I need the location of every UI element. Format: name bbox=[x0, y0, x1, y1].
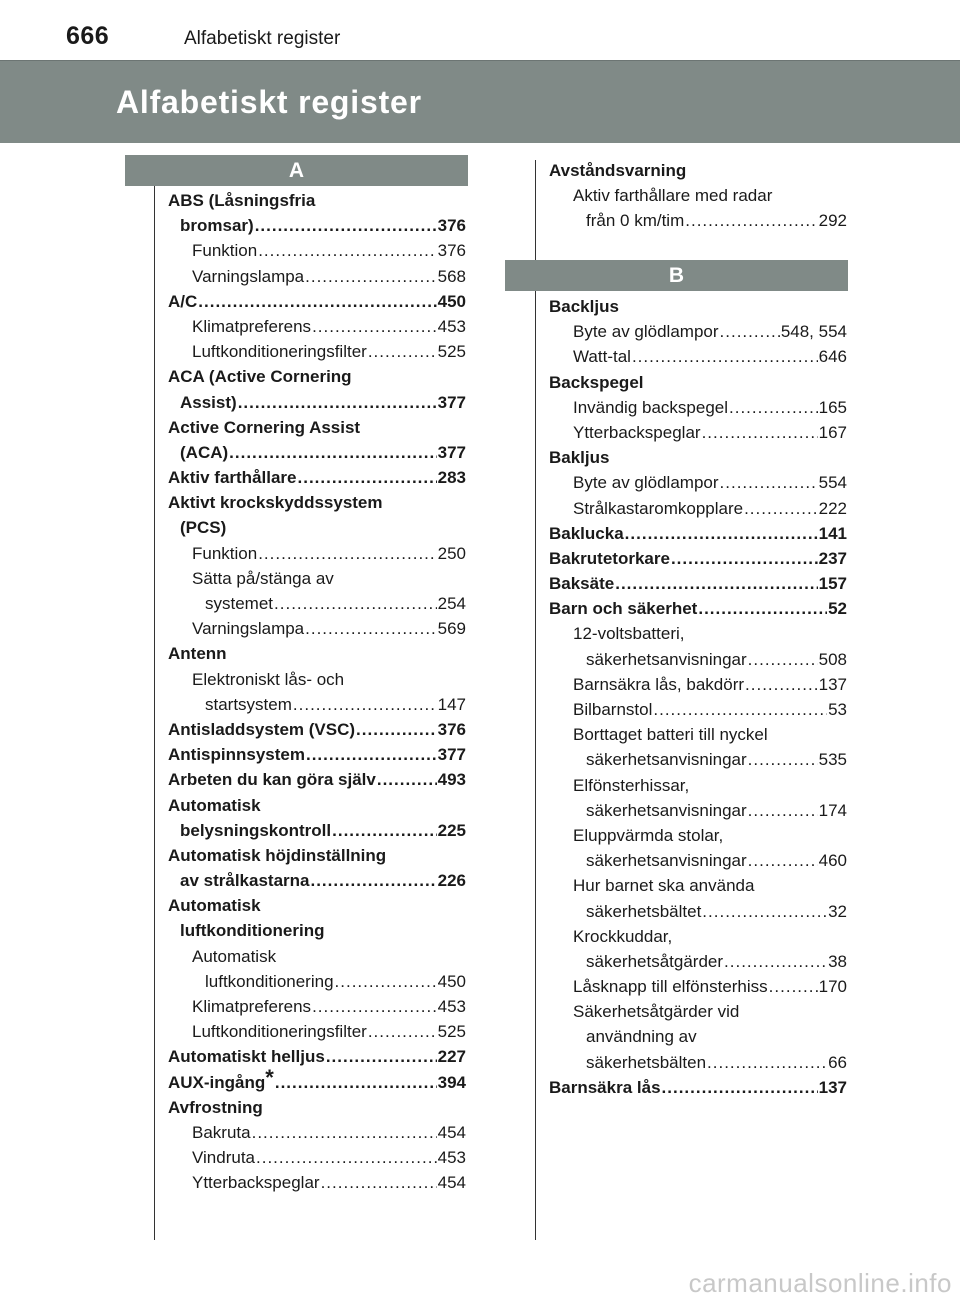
page-reference: 377 bbox=[437, 392, 466, 412]
leader-dots bbox=[720, 470, 818, 495]
page-reference: 222 bbox=[818, 498, 847, 518]
leader-dots bbox=[702, 899, 827, 924]
entry-term: Krockkuddar, bbox=[573, 926, 673, 946]
page-header bbox=[0, 0, 960, 60]
page-title: Alfabetiskt register bbox=[116, 84, 422, 120]
page-reference: 147 bbox=[437, 694, 466, 714]
leader-dots bbox=[312, 994, 437, 1019]
entry-term: Antisladdsystem (VSC) bbox=[168, 719, 356, 739]
entry-term: Strålkastaromkopplare bbox=[573, 498, 744, 518]
entry-term: Elektroniskt lås- och bbox=[192, 669, 345, 689]
page-reference: 376 bbox=[437, 216, 466, 236]
index-entry bbox=[168, 515, 466, 540]
leader-dots bbox=[258, 541, 436, 566]
title-band bbox=[0, 60, 960, 143]
page-number: 666 bbox=[66, 22, 110, 50]
entry-term: systemet bbox=[205, 594, 274, 613]
page-reference: 237 bbox=[818, 548, 847, 568]
page-reference: 174 bbox=[818, 800, 847, 820]
leader-dots bbox=[707, 1050, 827, 1075]
index-column-right-top bbox=[549, 158, 847, 234]
index-entry bbox=[549, 546, 847, 571]
leader-dots bbox=[377, 767, 437, 792]
index-entry bbox=[549, 1075, 847, 1100]
index-entry bbox=[168, 793, 466, 818]
entry-term: AUX-ingång bbox=[168, 1072, 266, 1092]
entry-term: Barn och säkerhet bbox=[549, 599, 698, 619]
entry-term: Luftkonditioneringsfilter bbox=[192, 1022, 367, 1042]
index-entry bbox=[168, 591, 466, 616]
leader-dots bbox=[698, 596, 827, 621]
entry-term: Automatisk bbox=[192, 946, 277, 966]
index-entry bbox=[549, 571, 847, 596]
leader-dots bbox=[252, 1120, 437, 1145]
watermark: carmanualsonline.info bbox=[688, 1268, 952, 1298]
page-reference: 454 bbox=[437, 1122, 466, 1142]
page-reference: 254 bbox=[437, 594, 466, 613]
section-header-b: B bbox=[505, 260, 848, 291]
leader-dots bbox=[229, 440, 436, 465]
leader-dots bbox=[306, 742, 437, 767]
entry-term: Barnsäkra lås bbox=[549, 1077, 661, 1097]
entry-term: Aktivt krockskyddssystem bbox=[168, 493, 383, 513]
index-entry bbox=[168, 541, 466, 566]
index-entry bbox=[549, 747, 847, 772]
page-reference: 376 bbox=[437, 719, 466, 739]
page-reference: 453 bbox=[437, 1148, 466, 1168]
page-reference: 170 bbox=[818, 977, 847, 997]
entry-term: Active Cornering Assist bbox=[168, 417, 361, 437]
entry-term: säkerhetsanvisningar bbox=[586, 649, 747, 669]
entry-term: Funktion bbox=[192, 543, 258, 563]
index-entry bbox=[168, 339, 466, 364]
index-entry bbox=[168, 969, 466, 994]
entry-term: Automatisk bbox=[168, 795, 261, 815]
index-entry bbox=[549, 974, 847, 999]
index-entry bbox=[168, 868, 466, 893]
leader-dots bbox=[238, 390, 437, 415]
leader-dots bbox=[748, 747, 818, 772]
index-entry bbox=[168, 767, 466, 792]
leader-dots bbox=[671, 546, 818, 571]
entry-term: Byte av glödlampor bbox=[573, 473, 719, 493]
index-entry bbox=[549, 722, 847, 747]
page-reference: 165 bbox=[818, 397, 847, 417]
entry-term: Hur barnet ska använda bbox=[573, 876, 755, 896]
entry-term: Borttaget batteri till nyckel bbox=[573, 725, 768, 745]
page-reference: 38 bbox=[828, 951, 847, 971]
page-reference: 225 bbox=[437, 820, 466, 840]
index-entry bbox=[549, 294, 847, 319]
leader-dots bbox=[274, 591, 437, 616]
entry-term: Byte av glödlampor bbox=[573, 322, 719, 342]
entry-term: Baklucka bbox=[549, 523, 624, 543]
index-entry bbox=[549, 823, 847, 848]
entry-term: (PCS) bbox=[180, 518, 227, 538]
index-entry bbox=[549, 899, 847, 924]
index-entry bbox=[168, 717, 466, 742]
page-reference: 394 bbox=[437, 1072, 466, 1092]
leader-dots bbox=[368, 339, 437, 364]
entry-term: Bakruta bbox=[192, 1122, 251, 1142]
index-entry bbox=[168, 566, 466, 591]
page-reference: 525 bbox=[437, 342, 466, 362]
page-reference: 525 bbox=[437, 1022, 466, 1042]
leader-dots bbox=[724, 949, 827, 974]
leader-dots bbox=[321, 1170, 437, 1195]
leader-dots bbox=[653, 697, 827, 722]
index-entry bbox=[168, 843, 466, 868]
section-header-a: A bbox=[125, 155, 468, 186]
entry-term: Backljus bbox=[549, 297, 619, 316]
leader-dots bbox=[356, 717, 437, 742]
leader-dots bbox=[335, 969, 437, 994]
entry-term: Bakljus bbox=[549, 448, 610, 468]
entry-term: ABS (Låsningsfria bbox=[168, 191, 316, 210]
index-entry bbox=[168, 1019, 466, 1044]
leader-dots bbox=[256, 1145, 437, 1170]
index-entry bbox=[168, 994, 466, 1019]
index-entry bbox=[549, 344, 847, 369]
leader-dots bbox=[632, 344, 818, 369]
index-entry bbox=[168, 188, 466, 213]
leader-dots bbox=[298, 465, 437, 490]
page-reference: 32 bbox=[828, 901, 847, 921]
entry-term: Assist) bbox=[180, 392, 237, 412]
entry-term: Baksäte bbox=[549, 574, 615, 594]
index-column-left bbox=[168, 188, 466, 1196]
index-entry bbox=[168, 1120, 466, 1145]
entry-term: Backspegel bbox=[549, 372, 644, 392]
leader-dots bbox=[702, 420, 818, 445]
page-reference: 453 bbox=[437, 316, 466, 336]
page-reference: 292 bbox=[818, 211, 847, 231]
entry-term: Varningslampa bbox=[192, 619, 305, 639]
index-entry bbox=[549, 521, 847, 546]
column-rule-left bbox=[154, 185, 155, 1240]
page-reference: 66 bbox=[828, 1052, 847, 1072]
page-reference: 376 bbox=[437, 241, 466, 261]
leader-dots bbox=[748, 647, 818, 672]
entry-term: säkerhetsanvisningar bbox=[586, 851, 747, 871]
page-reference: 283 bbox=[437, 468, 466, 488]
entry-term: säkerhetsbältet bbox=[586, 901, 702, 921]
leader-dots bbox=[748, 848, 818, 873]
entry-term: från 0 km/tim bbox=[586, 211, 685, 231]
entry-term: luftkonditionering bbox=[205, 971, 334, 991]
index-entry bbox=[549, 621, 847, 646]
index-entry bbox=[549, 647, 847, 672]
page-reference: 141 bbox=[818, 523, 847, 543]
entry-term: Låsknapp till elfönsterhiss bbox=[573, 977, 768, 997]
index-entry bbox=[168, 238, 466, 263]
leader-dots bbox=[729, 395, 818, 420]
index-entry bbox=[549, 672, 847, 697]
entry-term: Antenn bbox=[168, 644, 227, 664]
page-reference: 450 bbox=[437, 291, 466, 311]
leader-dots bbox=[769, 974, 818, 999]
index-entry bbox=[168, 465, 466, 490]
page-reference: 569 bbox=[437, 619, 466, 639]
page-reference: 568 bbox=[437, 266, 466, 286]
index-entry bbox=[168, 1170, 466, 1195]
leader-dots bbox=[275, 1070, 437, 1095]
index-entry bbox=[549, 999, 847, 1024]
index-entry bbox=[549, 395, 847, 420]
page-reference: 548, 554 bbox=[780, 322, 847, 342]
entry-term: Avfrostning bbox=[168, 1097, 263, 1117]
page-reference: 460 bbox=[818, 851, 847, 871]
index-entry bbox=[168, 1044, 466, 1069]
page-reference: 52 bbox=[828, 599, 847, 619]
entry-term: startsystem bbox=[205, 694, 292, 714]
index-entry bbox=[549, 208, 847, 233]
entry-term: Watt-tal bbox=[573, 347, 631, 367]
leader-dots bbox=[332, 818, 436, 843]
entry-term: ACA (Active Cornering bbox=[168, 367, 352, 387]
entry-term: Klimatpreferens bbox=[192, 316, 312, 336]
leader-dots bbox=[748, 798, 818, 823]
entry-term: Invändig backspegel bbox=[573, 397, 729, 417]
entry-term: Automatisk höjdinställning bbox=[168, 845, 387, 865]
index-entry bbox=[549, 496, 847, 521]
page-reference: 377 bbox=[437, 745, 466, 765]
entry-term: (ACA) bbox=[180, 442, 229, 462]
leader-dots bbox=[745, 672, 818, 697]
entry-term: av strålkastarna bbox=[180, 871, 310, 891]
index-entry bbox=[549, 924, 847, 949]
index-entry bbox=[168, 264, 466, 289]
index-entry: AUX-ingång * ..... 394 bbox=[168, 1070, 466, 1095]
index-entry bbox=[168, 440, 466, 465]
entry-term: säkerhetsbälten bbox=[586, 1052, 707, 1072]
index-entry bbox=[168, 692, 466, 717]
index-entry bbox=[549, 848, 847, 873]
index-entry bbox=[168, 213, 466, 238]
page-reference: 646 bbox=[818, 347, 847, 367]
index-entry bbox=[549, 697, 847, 722]
index-entry bbox=[549, 183, 847, 208]
leader-dots bbox=[310, 868, 436, 893]
leader-dots bbox=[368, 1019, 437, 1044]
leader-dots bbox=[305, 264, 436, 289]
entry-term: användning av bbox=[586, 1027, 697, 1047]
leader-dots bbox=[326, 1044, 437, 1069]
index-entry bbox=[168, 390, 466, 415]
index-entry bbox=[168, 415, 466, 440]
leader-dots bbox=[615, 571, 817, 596]
index-entry bbox=[168, 1145, 466, 1170]
index-entry bbox=[549, 158, 847, 183]
index-entry bbox=[168, 667, 466, 692]
entry-term: Vindruta bbox=[192, 1148, 256, 1168]
index-entry bbox=[549, 873, 847, 898]
entry-term: Aktiv farthållare med radar bbox=[573, 186, 773, 206]
entry-term: A/C bbox=[168, 291, 198, 311]
index-entry bbox=[168, 944, 466, 969]
page-reference: 508 bbox=[818, 649, 847, 669]
page-reference: 226 bbox=[437, 871, 466, 891]
entry-term: Funktion bbox=[192, 241, 258, 261]
column-rule-right bbox=[535, 160, 536, 1240]
page-reference: 227 bbox=[437, 1047, 466, 1067]
index-entry bbox=[168, 490, 466, 515]
leader-dots bbox=[312, 314, 437, 339]
entry-term: Automatisk bbox=[168, 896, 261, 916]
leader-dots bbox=[293, 692, 437, 717]
index-entry bbox=[168, 289, 466, 314]
index-entry bbox=[168, 641, 466, 666]
entry-term: 12-voltsbatteri, bbox=[573, 624, 685, 644]
leader-dots bbox=[255, 213, 437, 238]
page-reference: 157 bbox=[818, 574, 847, 594]
entry-term: Arbeten du kan göra själv bbox=[168, 770, 376, 790]
leader-dots bbox=[198, 289, 436, 314]
entry-term: säkerhetsanvisningar bbox=[586, 800, 747, 820]
leader-dots bbox=[685, 208, 817, 233]
entry-term: bromsar) bbox=[180, 216, 254, 236]
page-reference: 454 bbox=[437, 1173, 466, 1193]
entry-term: Varningslampa bbox=[192, 266, 305, 286]
entry-term: Avståndsvarning bbox=[549, 161, 687, 180]
index-column-right bbox=[549, 294, 847, 1100]
index-entry bbox=[549, 798, 847, 823]
leader-dots bbox=[305, 616, 436, 641]
index-entry bbox=[549, 773, 847, 798]
entry-term: Eluppvärmda stolar, bbox=[573, 825, 724, 845]
entry-term: Säkerhetsåtgärder vid bbox=[573, 1002, 740, 1022]
index-entry bbox=[549, 949, 847, 974]
entry-term: Aktiv farthållare bbox=[168, 468, 297, 488]
index-entry bbox=[549, 370, 847, 395]
entry-term: Luftkonditioneringsfilter bbox=[192, 342, 367, 362]
entry-term: säkerhetsanvisningar bbox=[586, 750, 747, 770]
page-reference: 377 bbox=[437, 442, 466, 462]
entry-term: luftkonditionering bbox=[180, 921, 325, 941]
index-entry bbox=[168, 918, 466, 943]
index-entry bbox=[168, 364, 466, 389]
index-entry bbox=[549, 319, 847, 344]
index-entry bbox=[549, 470, 847, 495]
entry-term: Ytterbackspeglar bbox=[192, 1173, 320, 1193]
leader-dots bbox=[720, 319, 780, 344]
running-head: Alfabetiskt register bbox=[184, 28, 341, 49]
page-reference: 450 bbox=[437, 971, 466, 991]
page-reference: 167 bbox=[818, 422, 847, 442]
index-entry bbox=[168, 818, 466, 843]
leader-dots bbox=[744, 496, 818, 521]
entry-term: Bilbarnstol bbox=[573, 700, 653, 719]
leader-dots bbox=[625, 521, 818, 546]
entry-term: säkerhetsåtgärder bbox=[586, 951, 724, 971]
page-reference: 137 bbox=[818, 674, 847, 694]
index-entry bbox=[168, 314, 466, 339]
page-reference: 453 bbox=[437, 997, 466, 1016]
entry-term: Barnsäkra lås, bakdörr bbox=[573, 674, 745, 694]
index-entry bbox=[168, 893, 466, 918]
index-entry bbox=[549, 1024, 847, 1049]
page-reference: 554 bbox=[818, 473, 847, 493]
entry-term: Bakrutetorkare bbox=[549, 548, 670, 568]
entry-term: Sätta på/stänga av bbox=[192, 568, 334, 588]
entry-term: Klimatpreferens bbox=[192, 997, 312, 1016]
entry-term: Elfönsterhissar, bbox=[573, 775, 690, 795]
page-reference: 250 bbox=[437, 543, 466, 563]
entry-term: Antispinnsystem bbox=[168, 745, 305, 765]
page-reference: 493 bbox=[437, 770, 466, 790]
entry-term: Automatiskt helljus bbox=[168, 1047, 325, 1067]
page-reference: 535 bbox=[818, 750, 847, 770]
index-entry bbox=[549, 596, 847, 621]
index-entry bbox=[168, 1095, 466, 1120]
entry-term: belysningskontroll bbox=[180, 820, 332, 840]
index-entry bbox=[549, 445, 847, 470]
index-entry bbox=[549, 420, 847, 445]
page-reference: 137 bbox=[818, 1077, 847, 1097]
index-entry bbox=[549, 1050, 847, 1075]
page-reference: 53 bbox=[828, 700, 847, 719]
index-entry bbox=[168, 616, 466, 641]
index-entry bbox=[168, 742, 466, 767]
leader-dots bbox=[662, 1075, 818, 1100]
leader-dots bbox=[258, 238, 436, 263]
entry-term: Ytterbackspeglar bbox=[573, 422, 701, 442]
